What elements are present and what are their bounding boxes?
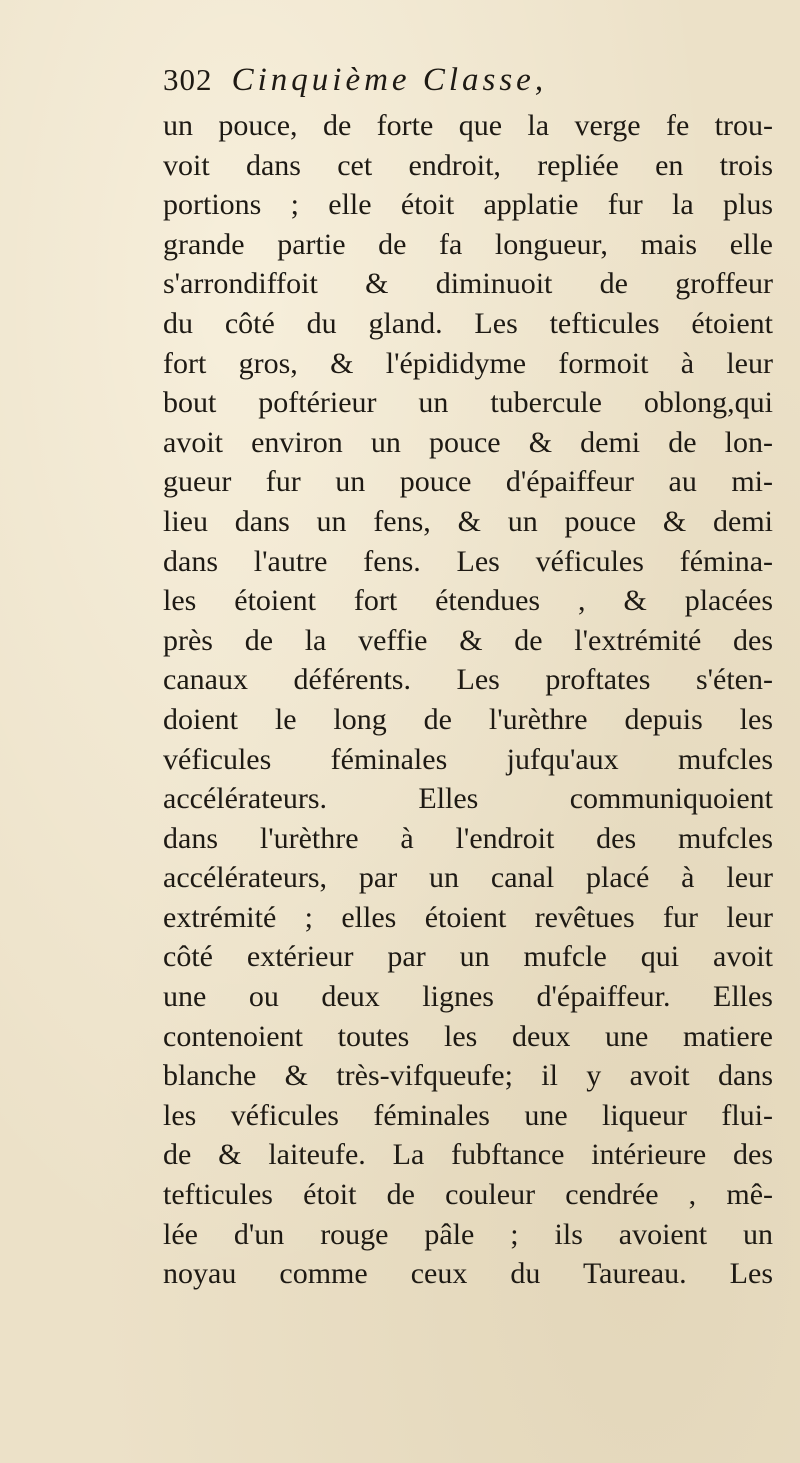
text-line: extrémité ; elles étoient revêtues fur leur	[163, 900, 773, 934]
text-line: voit dans cet endroit, repliée en trois	[163, 148, 773, 182]
text-line: véficules féminales jufqu'aux mufcles	[163, 742, 773, 776]
text-line: de & laiteufe. La fubftance intérieure des	[163, 1138, 773, 1172]
text-line: les véficules féminales une liqueur flui-	[163, 1098, 773, 1132]
text-line: côté extérieur par un mufcle qui avoit	[163, 940, 773, 974]
text-line: près de la veffie & de l'extrémité des	[163, 623, 773, 657]
text-line: grande partie de fa longueur, mais elle	[163, 227, 773, 261]
text-line: les étoient fort étendues , & placées	[163, 584, 773, 618]
text-line: accélérateurs. Elles communiquoient	[163, 782, 773, 816]
text-line: tefticules étoit de couleur cendrée , mê-	[163, 1178, 773, 1212]
text-line: lée d'un rouge pâle ; ils avoient un	[163, 1217, 773, 1251]
text-line: noyau comme ceux du Taureau. Les	[163, 1257, 773, 1291]
text-line: un pouce, de forte que la verge fe trou-	[163, 109, 773, 142]
text-line: gueur fur un pouce d'épaiffeur au mi-	[163, 465, 773, 499]
text-line: dans l'urèthre à l'endroit des mufcles	[163, 821, 773, 855]
text-line: contenoient toutes les deux une matiere	[163, 1019, 773, 1053]
text-line: du côté du gland. Les tefticules étoient	[163, 306, 773, 340]
text-line: bout poftérieur un tubercule oblong,qui	[163, 386, 773, 420]
page-header	[163, 62, 763, 106]
text-line: avoit environ un pouce & demi de lon-	[163, 425, 773, 459]
running-title: Cinquième Classe,	[231, 62, 548, 98]
text-line: doient le long de l'urèthre depuis les	[163, 702, 773, 736]
body-text	[163, 106, 773, 1294]
text-line: dans l'autre fens. Les véficules fémina-	[163, 544, 773, 578]
text-line: canaux déférents. Les proftates s'éten-	[163, 663, 773, 697]
text-line: accélérateurs, par un canal placé à leur	[163, 861, 773, 895]
text-line: fort gros, & l'épididyme formoit à leur	[163, 346, 773, 380]
text-line: lieu dans un fens, & un pouce & demi	[163, 504, 773, 538]
page-number: 302	[163, 62, 213, 97]
text-line: blanche & très-vifqueufe; il y avoit dans	[163, 1059, 773, 1093]
text-line: portions ; elle étoit applatie fur la plus	[163, 188, 773, 222]
text-line: s'arrondiffoit & diminuoit de groffeur	[163, 267, 773, 301]
text-line: une ou deux lignes d'épaiffeur. Elles	[163, 980, 773, 1014]
